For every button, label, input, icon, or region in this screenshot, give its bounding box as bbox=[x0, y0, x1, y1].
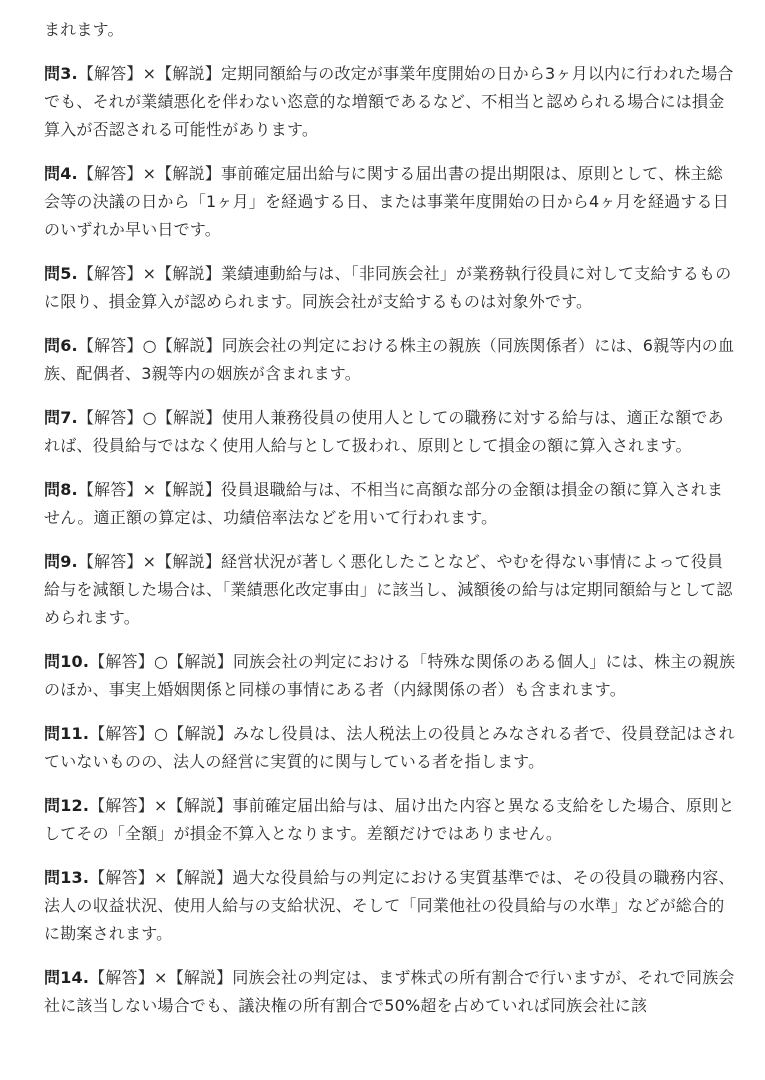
explanation-tag: 【解説】 bbox=[156, 408, 222, 427]
answer-mark: ○ bbox=[153, 724, 169, 743]
qa-item-5 bbox=[44, 260, 737, 316]
question-number: 問10. bbox=[44, 652, 90, 671]
explanation-tag: 【解説】 bbox=[168, 652, 233, 671]
explanation-tag: 【解説】 bbox=[156, 480, 222, 499]
question-number: 問8. bbox=[44, 480, 78, 499]
explanation-text: 事前確定届出給与に関する届出書の提出期限は、原則として、株主総会等の決議の日から「1ヶ月」を経過する日、または事業年度開始の日から4ヶ月を経過する日のいずれか早い日です。 bbox=[44, 164, 729, 239]
question-number: 問7. bbox=[44, 408, 78, 427]
explanation-text: 同族会社の判定における株主の親族（同族関係者）には、6親等内の血族、配偶者、3親等内の姻族が含まれます。 bbox=[44, 336, 735, 383]
explanation-tag: 【解説】 bbox=[168, 724, 233, 743]
answer-mark: × bbox=[153, 868, 168, 887]
question-number: 問11. bbox=[44, 724, 90, 743]
answer-mark: × bbox=[153, 796, 168, 815]
question-number: 問6. bbox=[44, 336, 78, 355]
answer-mark: × bbox=[142, 552, 157, 571]
qa-item-3 bbox=[44, 60, 737, 144]
answer-tag: 【解答】 bbox=[77, 264, 143, 283]
explanation-tag: 【解説】 bbox=[167, 868, 233, 887]
explanation-text: 同族会社の判定における「特殊な関係のある個人」には、株主の親族のほか、事実上婚姻関係と同様の事情にある者（内縁関係の者）も含まれます。 bbox=[44, 652, 736, 699]
explanation-text: 業績連動給与は、「非同族会社」が業務執行役員に対して支給するものに限り、損金算入が認められます。同族会社が支給するものは対象外です。 bbox=[44, 264, 732, 311]
qa-item-10 bbox=[44, 648, 737, 704]
question-number: 問4. bbox=[44, 164, 78, 183]
qa-item-4 bbox=[44, 160, 737, 244]
explanation-tag: 【解説】 bbox=[156, 264, 222, 283]
answer-tag: 【解答】 bbox=[89, 968, 154, 987]
explanation-tag: 【解説】 bbox=[156, 552, 222, 571]
qa-item-8 bbox=[44, 476, 737, 532]
explanation-tag: 【解説】 bbox=[167, 796, 233, 815]
answer-mark: × bbox=[142, 264, 157, 283]
explanation-text: 定期同額給与の改定が事業年度開始の日から3ヶ月以内に行われた場合でも、それが業績悪化を伴わない恣意的な増額であるなど、不相当と認められる場合には損金算入が否認される可能性があります。 bbox=[44, 64, 734, 139]
answer-tag: 【解答】 bbox=[89, 652, 154, 671]
answer-tag: 【解答】 bbox=[89, 796, 154, 815]
qa-item-7 bbox=[44, 404, 737, 460]
answer-mark: × bbox=[142, 480, 157, 499]
explanation-tag: 【解説】 bbox=[167, 968, 233, 987]
qa-item-9 bbox=[44, 548, 737, 632]
explanation-text: 事前確定届出給与は、届け出た内容と異なる支給をした場合、原則としてその「全額」が損金不算入となります。差額だけではありません。 bbox=[44, 796, 735, 843]
answer-mark: ○ bbox=[142, 408, 157, 427]
answer-tag: 【解答】 bbox=[77, 64, 143, 83]
answer-mark: × bbox=[153, 968, 168, 987]
explanation-text: 経営状況が著しく悪化したことなど、やむを得ない事情によって役員給与を減額した場合は、「業績悪化改定事由」に該当し、減額後の給与は定期同額給与として認められます。 bbox=[44, 552, 733, 627]
explanation-text: みなし役員は、法人税法上の役員とみなされる者で、役員登記はされていないものの、法人の経営に実質的に関与している者を指します。 bbox=[44, 724, 735, 771]
explanation-tag: 【解説】 bbox=[156, 336, 222, 355]
question-number: 問5. bbox=[44, 264, 78, 283]
question-number: 問3. bbox=[44, 64, 78, 83]
explanation-tag: 【解説】 bbox=[156, 64, 222, 83]
explanation-text: 使用人兼務役員の使用人としての職務に対する給与は、適正な額であれば、役員給与ではなく使用人給与として扱われ、原則として損金の額に算入されます。 bbox=[44, 408, 724, 455]
qa-item-11 bbox=[44, 720, 737, 776]
question-number: 問12. bbox=[44, 796, 90, 815]
qa-item-12 bbox=[44, 792, 737, 848]
answer-mark: ○ bbox=[153, 652, 169, 671]
explanation-text: 過大な役員給与の判定における実質基準では、その役員の職務内容、法人の収益状況、使用人給与の支給状況、そして「同業他社の役員給与の水準」などが総合的に勘案されます。 bbox=[44, 868, 735, 943]
question-number: 問14. bbox=[44, 968, 90, 987]
answer-tag: 【解答】 bbox=[89, 868, 154, 887]
answer-tag: 【解答】 bbox=[89, 724, 154, 743]
explanation-tag: 【解説】 bbox=[156, 164, 222, 183]
lead-text: まれます。 bbox=[44, 20, 124, 39]
qa-item-6 bbox=[44, 332, 737, 388]
answer-tag: 【解答】 bbox=[77, 552, 143, 571]
answer-tag: 【解答】 bbox=[77, 336, 143, 355]
answer-mark: ○ bbox=[142, 336, 157, 355]
answer-tag: 【解答】 bbox=[77, 480, 143, 499]
qa-item-13 bbox=[44, 864, 737, 948]
explanation-text: 役員退職給与は、不相当に高額な部分の金額は損金の額に算入されません。適正額の算定は、功績倍率法などを用いて行われます。 bbox=[44, 480, 724, 527]
question-number: 問9. bbox=[44, 552, 78, 571]
question-number: 問13. bbox=[44, 868, 90, 887]
explanation-text: 同族会社の判定は、まず株式の所有割合で行いますが、それで同族会社に該当しない場合でも、議決権の所有割合で50%超を占めていれば同族会社に該 bbox=[44, 968, 735, 1015]
answer-tag: 【解答】 bbox=[77, 408, 143, 427]
answer-tag: 【解答】 bbox=[77, 164, 143, 183]
answer-mark: × bbox=[142, 64, 157, 83]
answer-mark: × bbox=[142, 164, 157, 183]
qa-item-14 bbox=[44, 964, 737, 1020]
